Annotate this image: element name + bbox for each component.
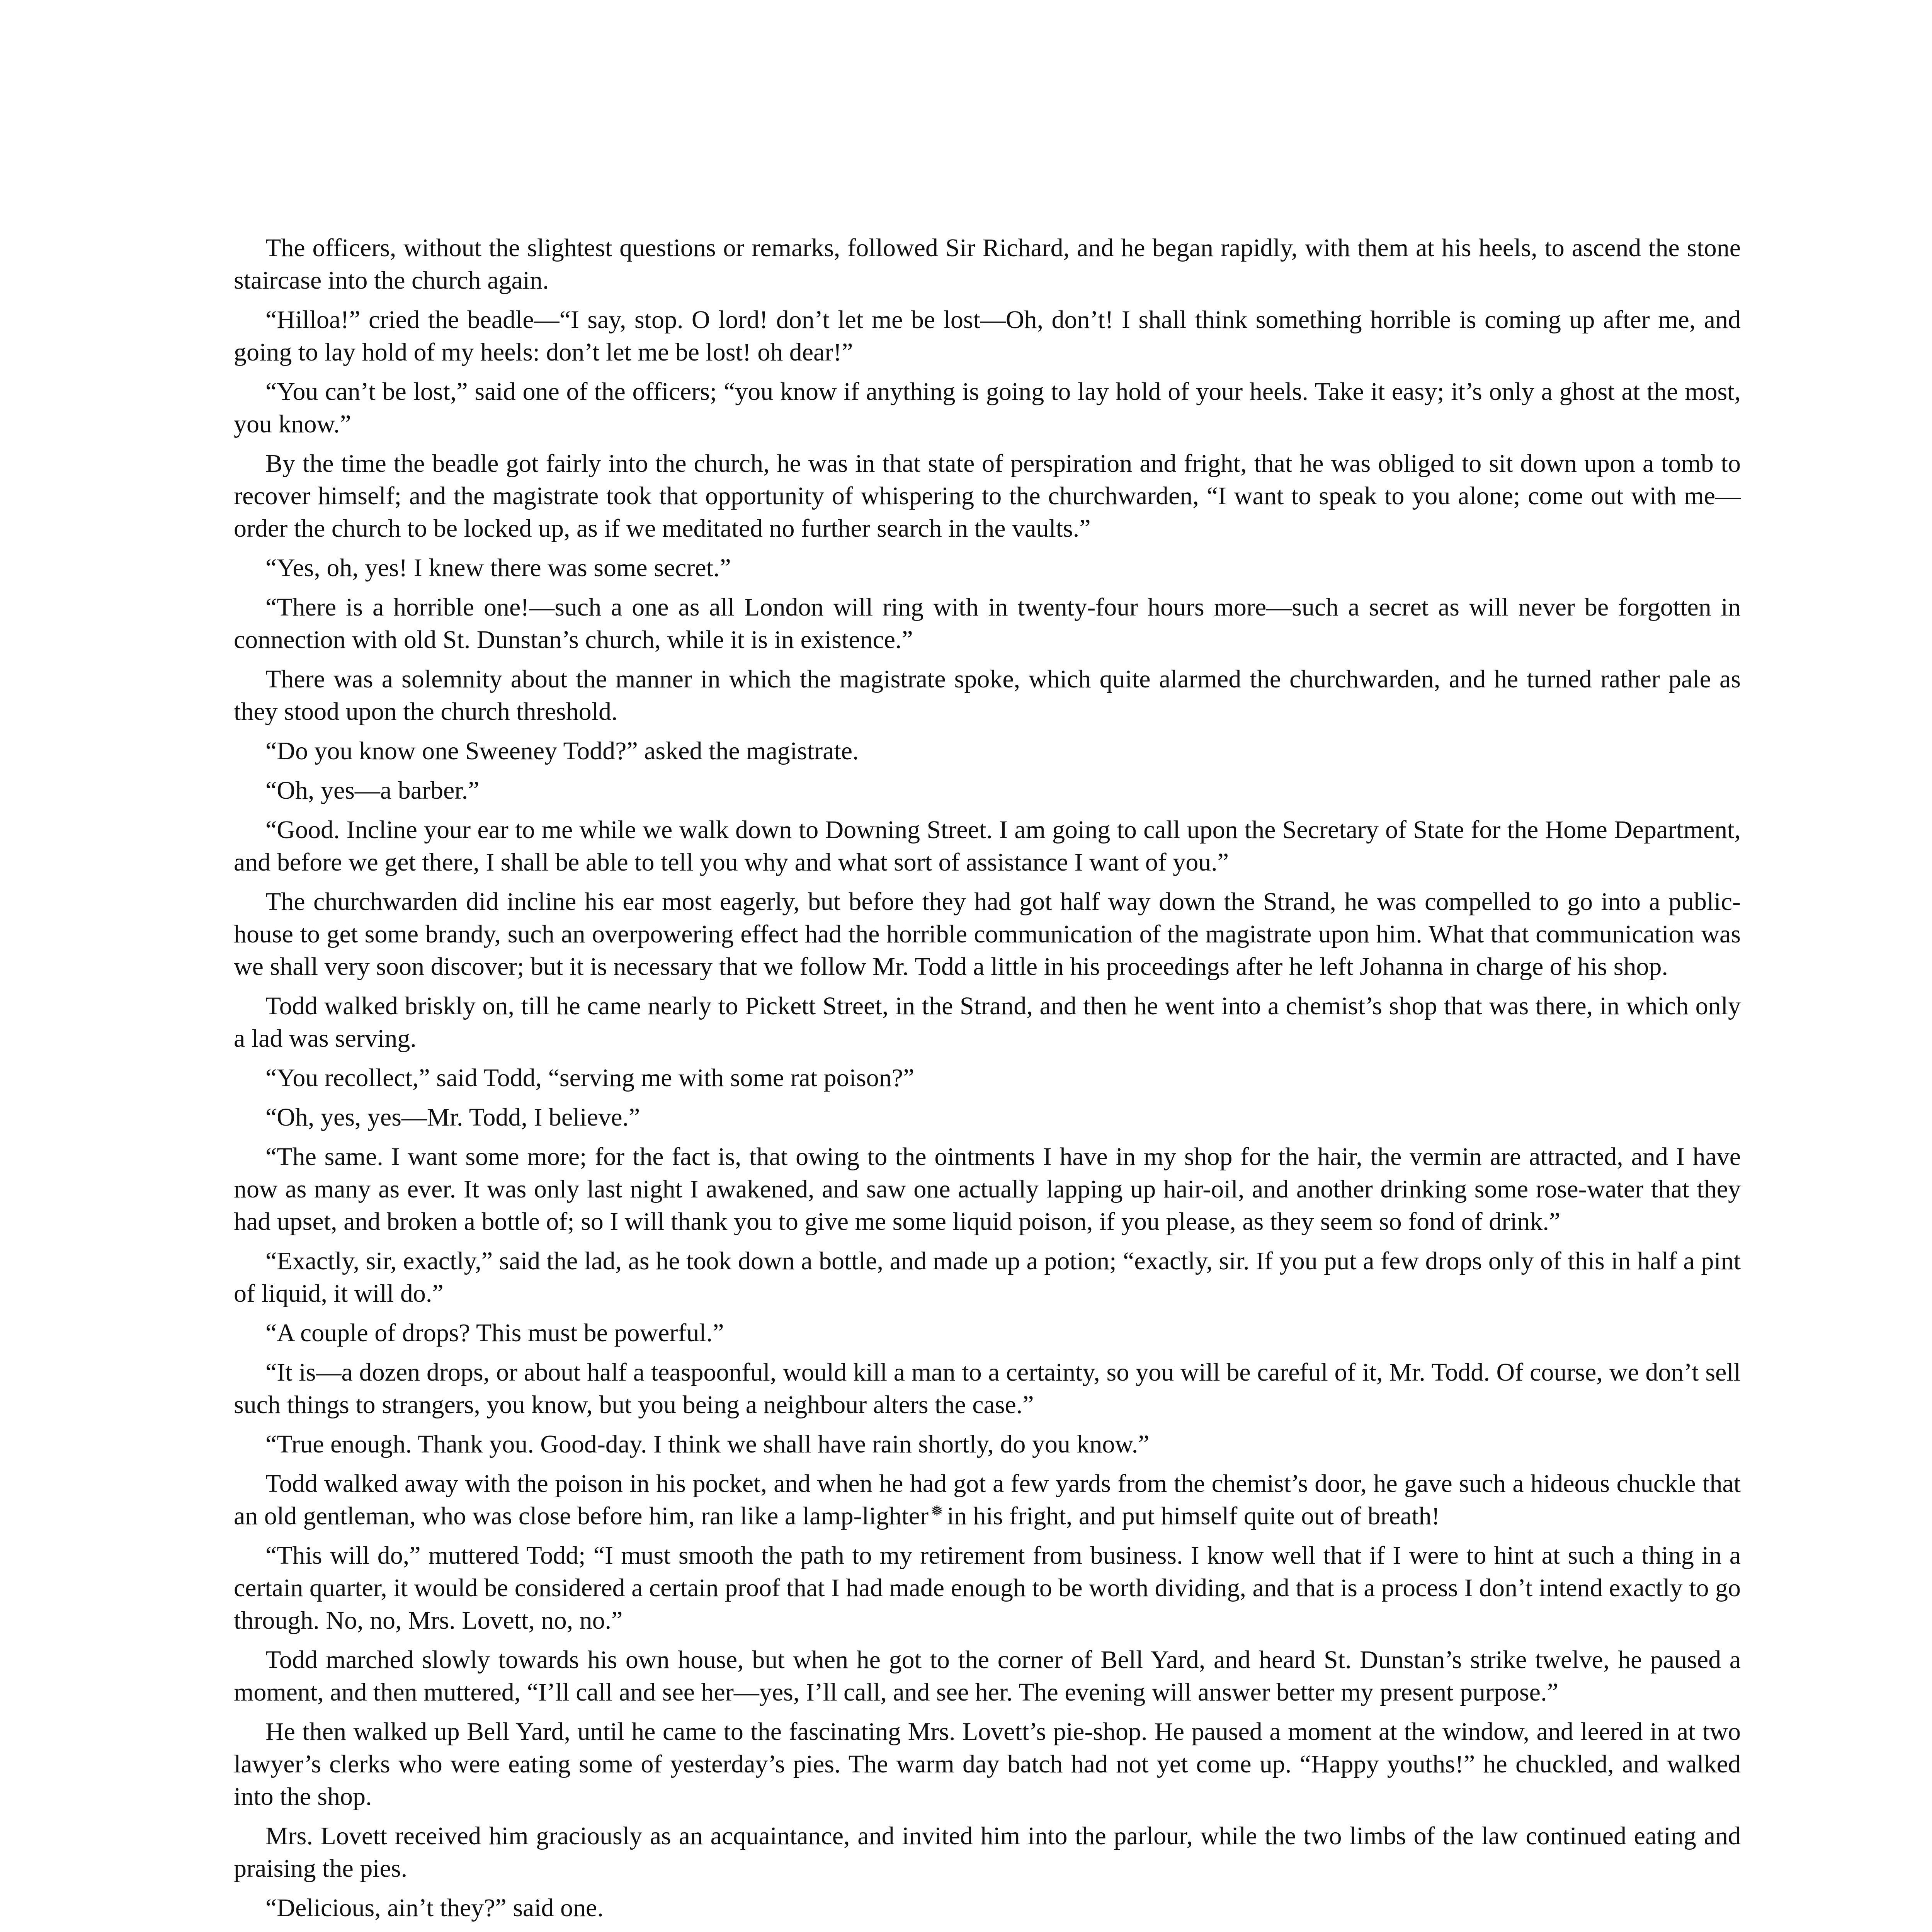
paragraph: There was a solemnity about the manner in which the magistrate spoke, which quite alarmed the churchwarden, and he turned rather pale as they stood upon the church threshold. (234, 665, 1741, 726)
footnote-mark-icon: ❅ (930, 1502, 943, 1519)
paragraph: “Exactly, sir, exactly,” said the lad, as he took down a bottle, and made up a potion; “exactly, sir. If you put a few drops only of this in half a pint of liquid, it will do.” (234, 1247, 1741, 1308)
paragraph-lamplighter (234, 1468, 1741, 1532)
paragraph: “You can’t be lost,” said one of the officers; “you know if anything is going to lay hold of your heels. Take it easy; it’s only a ghost at the most, you know.” (234, 378, 1741, 438)
paragraph-text: in his fright, and put himself quite out of breath! (947, 1502, 1440, 1530)
paragraph: Mrs. Lovett received him graciously as an acquaintance, and invited him into the parlour, while the two limbs of the law continued eating and praising the pies. (234, 1822, 1741, 1883)
paragraph: “You recollect,” said Todd, “serving me with some rat poison?” (265, 1064, 915, 1092)
paragraph: He then walked up Bell Yard, until he came to the fascinating Mrs. Lovett’s pie-shop. He paused a moment at the window, and leered in at two lawyer’s clerks who were eating some of yesterday’s pies. The warm day batch had not yet come up. “Happy youths!” he chuckled, and walked into the shop. (234, 1718, 1741, 1811)
text-column (234, 232, 1741, 1932)
paragraph: By the time the beadle got fairly into the church, he was in that state of perspiration and fright, that he was obliged to sit down upon a tomb to recover himself; and the magistrate took that opportunity of whispering to the churchwarden, “I want to speak to you alone; come out with me—order the church to be locked up, as if we meditated no further search in the vaults.” (234, 449, 1741, 543)
paragraph: The churchwarden did incline his ear most eagerly, but before they had got half way down the Strand, he was compelled to go into a public-house to get some brandy, such an overpowering effect had the horrible communication of the magistrate upon him. What that communication was we shall very soon discover; but it is necessary that we follow Mr. Todd a little in his proceedings after he left Johanna in charge of his shop. (234, 888, 1741, 981)
paragraph: “There is a horrible one!—such a one as all London will ring with in twenty-four hours more—such a secret as will never be forgotten in connection with old St. Dunstan’s church, while it is in existence.” (234, 593, 1741, 654)
paragraph: “Hilloa!” cried the beadle—“I say, stop. O lord! don’t let me be lost—Oh, don’t! I shall think something horrible is coming up after me, and going to lay hold of my heels: don’t let me be lost! oh dear!” (234, 306, 1741, 366)
paragraph: “A couple of drops? This must be powerful.” (265, 1319, 724, 1347)
paragraph: “Yes, oh, yes! I knew there was some secret.” (265, 554, 731, 582)
paragraph: “Oh, yes—a barber.” (265, 776, 480, 804)
paragraph-text: Todd walked away with the poison in his pocket, and when he had got a few yards from the chemist’s door, he gave such a hideous chuckle that an old gentleman, who was close before him, ran like a lamp-lighter (234, 1469, 1741, 1530)
paragraph: Todd walked briskly on, till he came nearly to Pickett Street, in the Strand, and then he went into a chemist’s shop that was there, in which only a lad was serving. (234, 992, 1741, 1053)
paragraph: The officers, without the slightest questions or remarks, followed Sir Richard, and he began rapidly, with them at his heels, to ascend the stone staircase into the church again. (234, 234, 1741, 294)
paragraph: Todd marched slowly towards his own house, but when he got to the corner of Bell Yard, and heard St. Dunstan’s strike twelve, he paused a moment, and then muttered, “I’ll call and see her—yes, I’ll call, and see her. The evening will answer better my present purpose.” (234, 1646, 1741, 1706)
paragraph: “Delicious, ain’t they?” said one. (265, 1894, 604, 1922)
paragraph: “Do you know one Sweeney Todd?” asked the magistrate. (265, 737, 859, 765)
paragraph: “Oh, yes, yes—Mr. Todd, I believe.” (265, 1103, 640, 1131)
paragraph: “True enough. Thank you. Good-day. I think we shall have rain shortly, do you know.” (265, 1430, 1150, 1458)
paragraph: “Good. Incline your ear to me while we walk down to Downing Street. I am going to call upon the Secretary of State for the Home Department, and before we get there, I shall be able to tell you why and what sort of assistance I want of you.” (234, 816, 1741, 876)
paragraph: “It is—a dozen drops, or about half a teaspoonful, would kill a man to a certainty, so you will be careful of it, Mr. Todd. Of course, we don’t sell such things to strangers, you know, but you being a neighbour alters the case.” (234, 1358, 1741, 1419)
paragraph: “The same. I want some more; for the fact is, that owing to the ointments I have in my shop for the hair, the vermin are attracted, and I have now as many as ever. It was only last night I awakened, and saw one actually lapping up hair-oil, and another drinking some rose-water that they had upset, and broken a bottle of; so I will thank you to give me some liquid poison, if you please, as they seem so fond of drink.” (234, 1143, 1741, 1236)
paragraph: “This will do,” muttered Todd; “I must smooth the path to my retirement from business. I know well that if I were to hint at such a thing in a certain quarter, it would be considered a certain proof that I had made enough to be worth dividing, and that is a process I don’t intend exactly to go through. No, no, Mrs. Lovett, no, no.” (234, 1541, 1741, 1634)
